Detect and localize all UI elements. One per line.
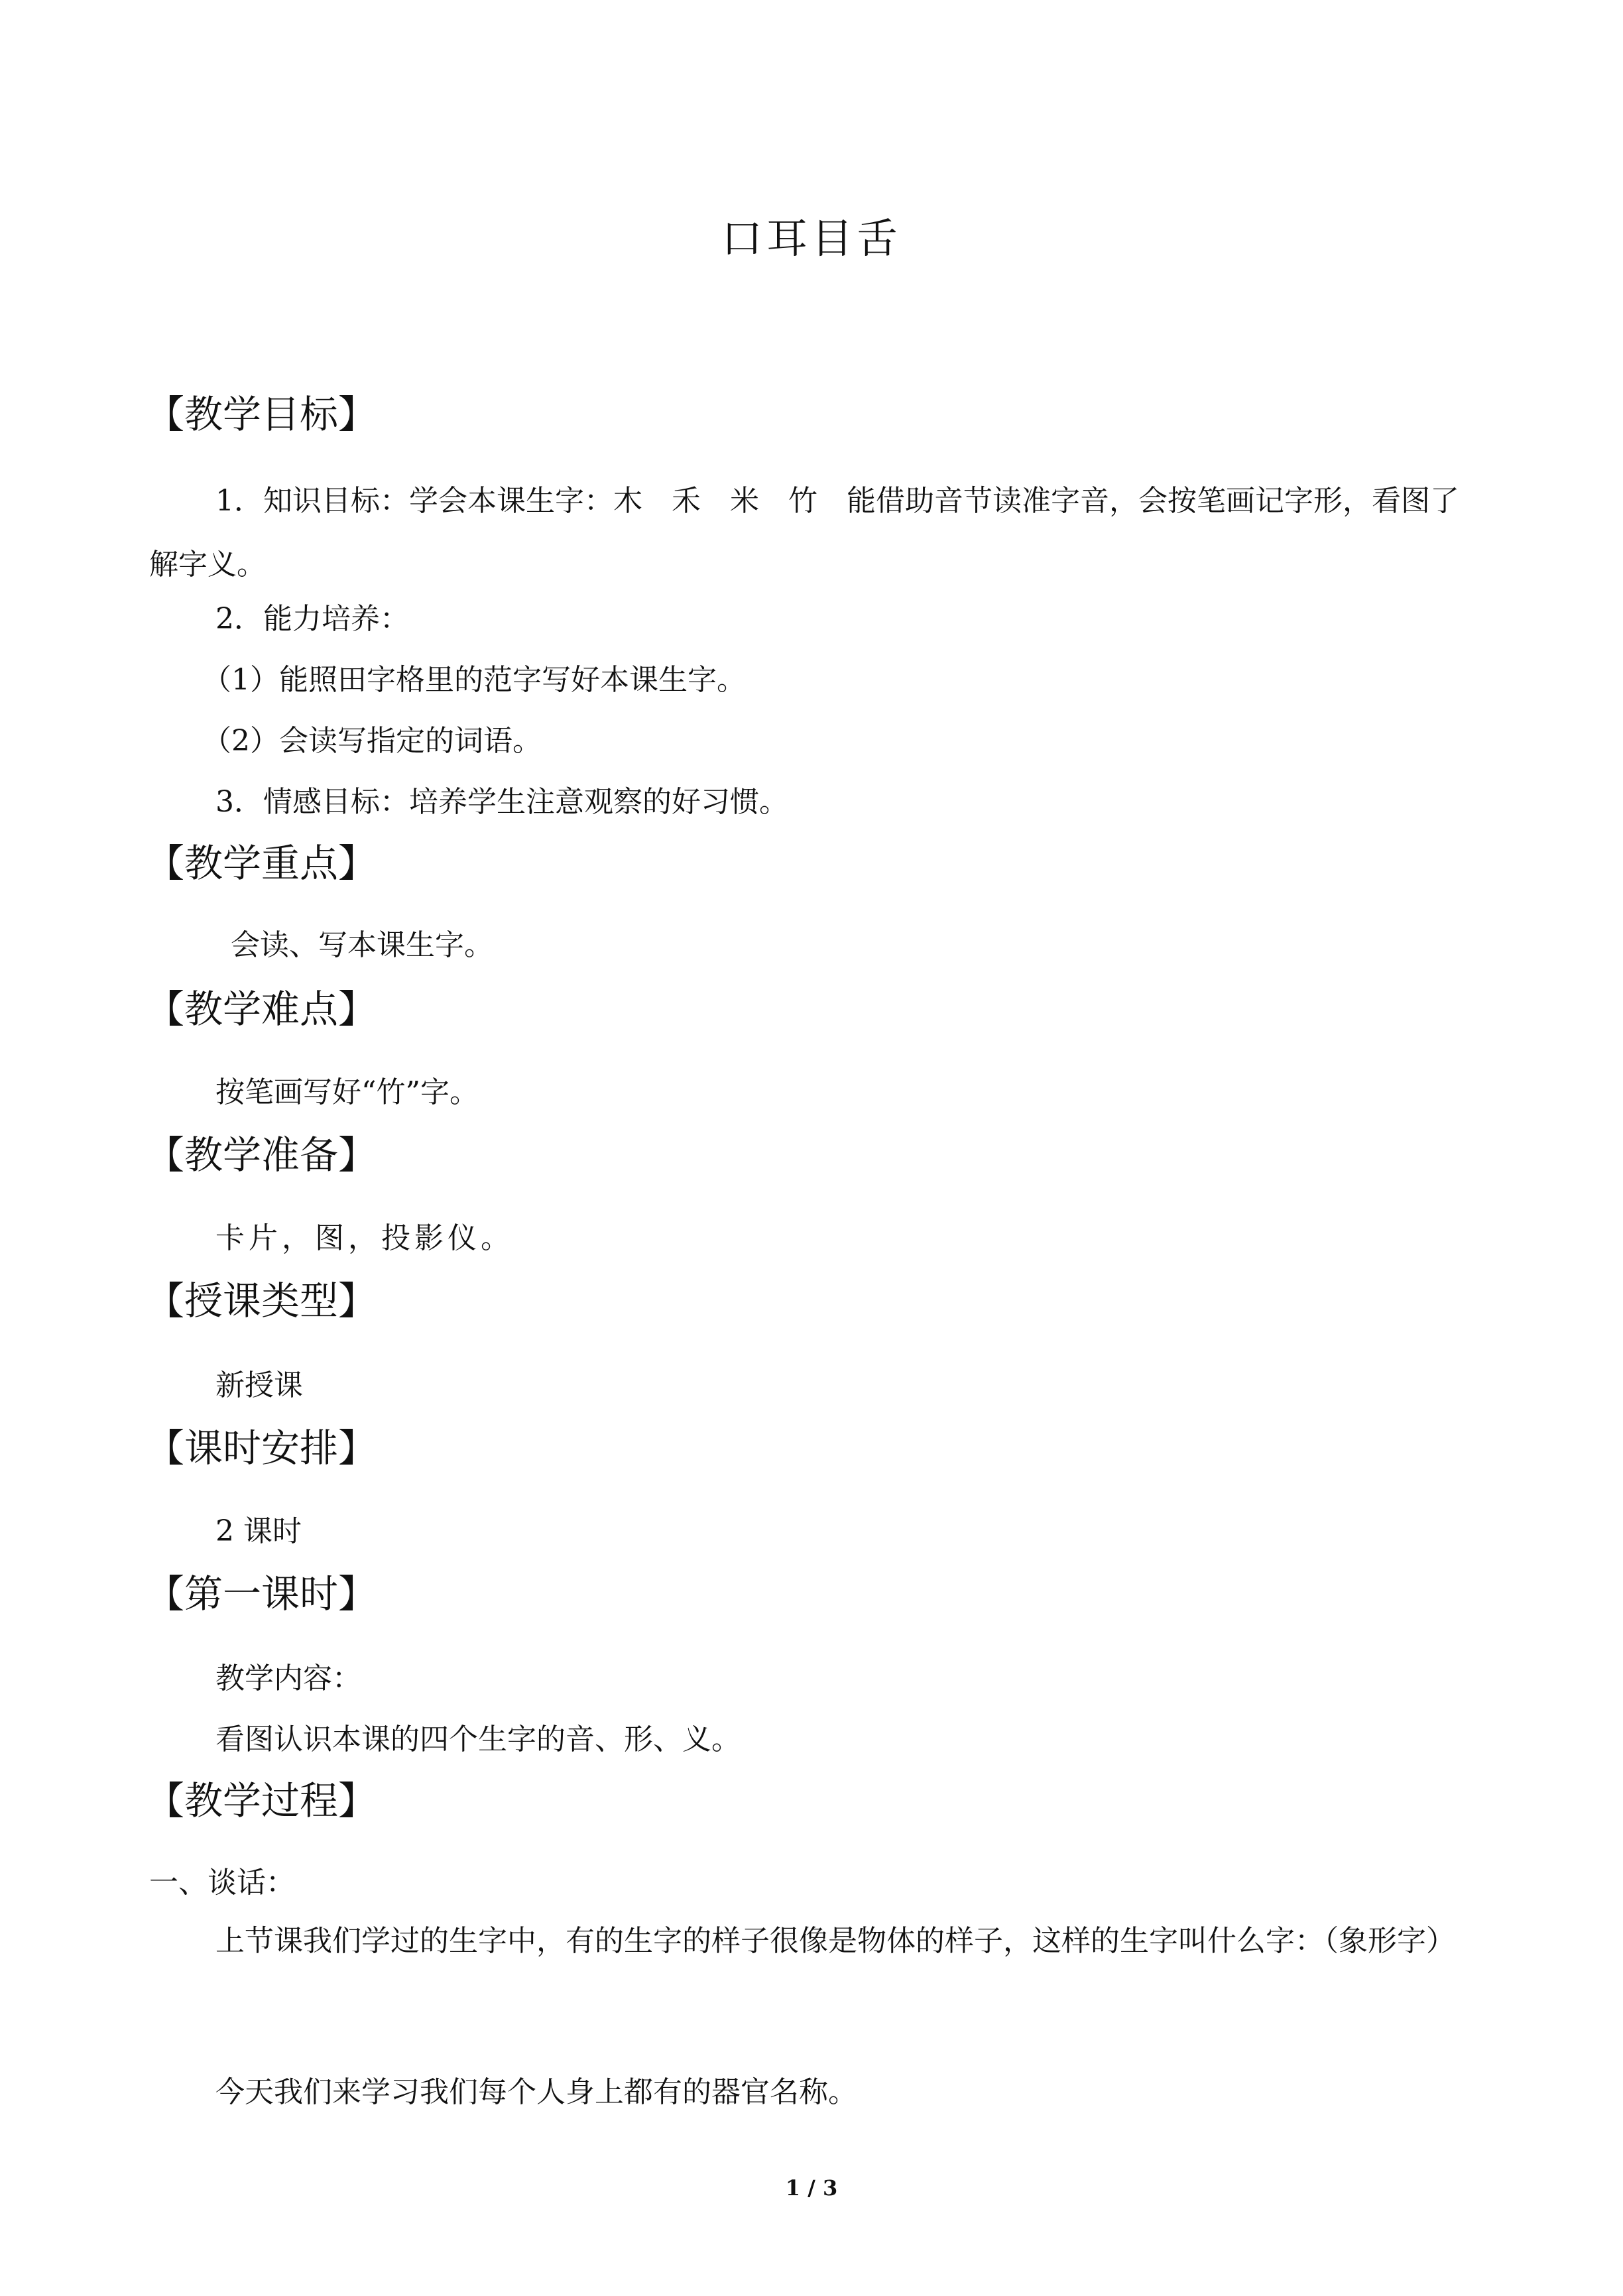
goals-item-1: 1．知识目标：学会本课生字：木 禾 米 竹 能借助音节读准字音，会按笔画记字形，看图了解字义。 bbox=[149, 484, 1459, 581]
schedule-heading: 【课时安排】 bbox=[146, 1425, 377, 1471]
goals-sub-1: （1）能照田字格里的范字写好本课生字。 bbox=[202, 663, 746, 697]
difficulties-heading: 【教学难点】 bbox=[146, 987, 377, 1032]
goals-sub-2: （2）会读写指定的词语。 bbox=[202, 724, 542, 758]
key-points-heading: 【教学重点】 bbox=[146, 841, 377, 886]
goals-item-3: 3．情感目标：培养学生注意观察的好习惯。 bbox=[215, 785, 788, 819]
first-period-heading: 【第一课时】 bbox=[146, 1571, 377, 1616]
first-period-content-text: 看图认识本课的四个生字的音、形、义。 bbox=[215, 1722, 741, 1756]
page-number: 1 / 3 bbox=[785, 2175, 838, 2201]
key-points-text: 会读、写本课生字。 bbox=[231, 928, 493, 962]
process-para-2: 今天我们来学习我们每个人身上都有的器官名称。 bbox=[215, 2075, 857, 2109]
first-period-content-label: 教学内容： bbox=[215, 1662, 361, 1695]
preparation-text: 卡片，图，投影仪。 bbox=[215, 1221, 514, 1255]
lesson-type-text: 新授课 bbox=[215, 1368, 303, 1402]
lesson-type-heading: 【授课类型】 bbox=[146, 1278, 377, 1323]
process-para-1: 上节课我们学过的生字中，有的生字的样子很像是物体的样子，这样的生字叫什么字：（象形字） bbox=[215, 1924, 1455, 1958]
process-section-1: 一、谈话： bbox=[149, 1866, 295, 1900]
difficulties-text: 按笔画写好“竹”字。 bbox=[215, 1075, 479, 1109]
page-title: 口耳目舌 bbox=[721, 214, 902, 263]
schedule-text: 2 课时 bbox=[215, 1514, 302, 1548]
goals-heading: 【教学目标】 bbox=[146, 392, 377, 437]
process-heading: 【教学过程】 bbox=[146, 1778, 377, 1823]
preparation-heading: 【教学准备】 bbox=[146, 1132, 377, 1178]
goals-item-2: 2．能力培养： bbox=[215, 602, 409, 636]
